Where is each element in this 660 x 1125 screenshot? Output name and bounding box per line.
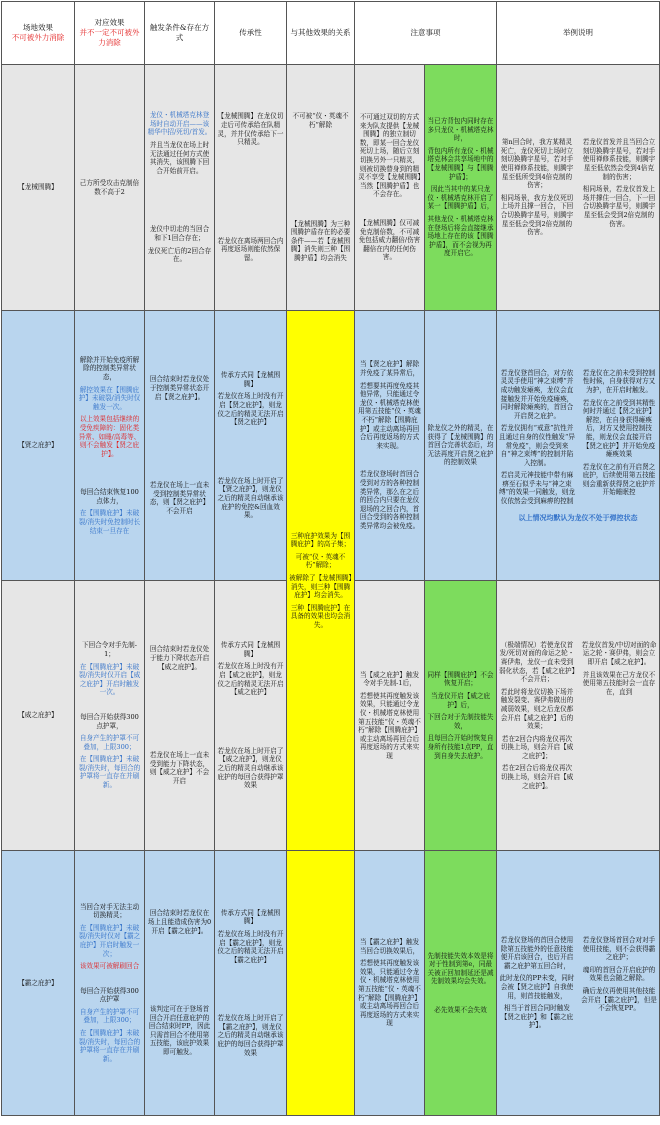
- shared-note-cell: [425, 311, 497, 581]
- header-subtext: 不可被外力消除: [11, 33, 65, 42]
- inherit-cell: [215, 581, 287, 851]
- effect-text: 在【围腾庇护】未破裂/消失时仅开启【威之庇护】开启时触发一次。: [78, 662, 141, 697]
- example-text: 若龙仪登场首回合对对手使用技能，则不会获得霸之庇护；: [582, 936, 656, 962]
- trigger-text: 若龙仪在场上一直未受到控制类异常状态，则【贤之庇护】不会开启: [149, 481, 210, 515]
- shared-note-cell: [425, 581, 497, 851]
- table-row: [2, 65, 660, 311]
- shared-note-text: 其他龙仪・机械塔克林在登场后将会直接继承场地上存在的该【围腾护盾】，而不会视为再度开启它。: [427, 214, 494, 258]
- table-row: [2, 311, 660, 581]
- effect-text: 自身产生的护罩不可叠加，上限300；: [79, 734, 140, 751]
- example-text: 若启灵元神技能中带有麻痹至石似乎未与“神之束缚”的效果一同触发，则龙仪依然会受到麻痹的控制: [499, 471, 575, 506]
- relation-text: 被解除了【龙械围腾】消失，则三种【围腾庇护】均会消失。: [289, 573, 352, 600]
- example-text: 若龙仪首发/中切对面的命运之轮・赛伊弗，则会立即开启【威之庇护】。: [581, 640, 657, 666]
- trigger-cell: [145, 851, 215, 1116]
- effect-text: 解控效果在【围腾庇护】未破裂/消失时仅触发一次。: [78, 385, 141, 411]
- example-text: 相同场景，我方龙仪死切上场并且撑一回合，下回合切换腾宇星号，则腾宇星至低会受到2倍克制的伤害。: [500, 193, 574, 237]
- header-field-effect: [2, 2, 75, 65]
- note-text: 若想要其再度免疫其他异常，只能通过令龙仪・机械塔克林使用第五技能“仪・英魂不朽”解除【围腾庇护】或主动离场再回合后再度返场的方式来实现。: [358, 381, 421, 450]
- header-text: 举例说明: [563, 28, 593, 37]
- example-text: 若龙仪拥有“戒意”抗性并且通过自身的仪性触发“异常免疫”，则会受到来自“神之束缚”的控制并陷入控制。: [499, 424, 575, 467]
- header-text: 场地效果: [23, 23, 53, 32]
- note-text: 若龙仪登场时首回合受到对方的各种控制类异常，那么在之后的回合内只要在龙仪退场的之回合内，首回合受到的各种控制类异常均会被免疫。: [359, 470, 420, 530]
- relation-cell: [287, 65, 355, 311]
- shared-note-text: 下回合对于先制技能失效，: [427, 713, 494, 730]
- shared-note-text: 当已方背包内同时存在多只龙仪・机械塔克林时，: [427, 117, 494, 143]
- example-text: 若龙仪登首回合，对方依灵灵手使用“神之束缚”并成功触发瘫痪，龙仪会直接触发并开始免疫瘫痪，同时解除瘫痪的，首回合开启贤之庇护。: [500, 368, 574, 420]
- field-name: [2, 851, 75, 1116]
- effect-text: 解除并开始免疫所解除的控制类异常状态，: [79, 355, 140, 381]
- example-text: 若龙仪在之前受到其精性何时并通过【贤之庇护】解控，在自身获得瘫痪后，对方又使用控制技能，则龙仪会直接开启【贤之庇护】并开始免疫瘫痪效果: [582, 398, 656, 459]
- header-text: 对应效果: [94, 18, 125, 27]
- inherit-text: 传承方式同【龙械围腾】: [220, 908, 281, 926]
- note-text: 不可通过双切的方式来为队友提供【龙械围腾】的独立制切数，即某一回合龙仪死切上场，随后立刻切换另外一只精灵，则被切换替身到的精灵不享受【龙械围腾】当然【围腾护盾】也不会存在。: [358, 113, 421, 199]
- note-text: 当【霸之庇护】触发当回合切换效果后，: [359, 938, 420, 955]
- effect-cell: [75, 851, 145, 1116]
- relation-text: 【龙械围腾】为三种围腾护盾存在的必要条件——若【龙械围腾】消失则三种【围腾护盾】均会消失: [290, 219, 351, 262]
- effect-text: 当回合对手无法主动切换精灵；: [79, 902, 140, 920]
- header-row: [2, 2, 660, 65]
- example-text: 若龙仪登场的首回合使用除第五技能外的任意技能便开启该回合，也后开启霸之庇护第五回合时，: [500, 936, 574, 970]
- example-text: 若此时将龙仪切换下场并触发裂变、赛伊弗做出的减弱效果，则之后龙仪都会开启【威之庇护】后的效果；: [500, 687, 574, 731]
- inherit-text: 【龙械围腾】在龙仪切走后可传承给在队精灵，并并仅传承给下一只精灵。: [217, 112, 284, 147]
- trigger-text: 龙仪・机械塔克林登场时自动开启——该精华中招/死切/首发。: [147, 111, 212, 137]
- example-cell: [497, 65, 660, 311]
- header-relation: [287, 2, 355, 65]
- note-text: 当【威之庇护】触发令对手先制-1后，: [359, 670, 420, 688]
- inherit-text: 若龙仪在场上时开启了【威之庇护】，则龙仪之后的精灵自动继承该庇护的每回合获得护罩效果: [217, 746, 284, 790]
- example-text: 确后龙仪再使用其他技能会开启【霸之庇护】，但是不会恢复PP。: [581, 987, 657, 1013]
- field-name: [2, 581, 75, 851]
- example-text: 魂印的首回合开启庇护的效果也会随之解除。: [582, 965, 656, 983]
- effect-text: 在【围腾庇护】未破裂/消失时仅对【霸之庇护】开启时触发一次；: [78, 923, 141, 958]
- header-corresponding-effect: [75, 2, 145, 65]
- example-text: 第n回合时，我方某精灵死亡，龙仪死切上场时立刻切换腾宇星号，若对手使用禅修系技能，则腾宇星至低所受到4倍克制的伤害；: [500, 138, 574, 190]
- shared-note-cell: [425, 851, 497, 1116]
- relation-text: 不可被“仪・英魂不朽”解除: [292, 112, 349, 130]
- effect-text: 每回合结束恢复100点体力，: [80, 488, 139, 505]
- trigger-text: 若龙仪在场上一直未受到能力下降状态，则【威之庇护】不会开启: [149, 751, 210, 785]
- example-text: 并且该效果在己方龙仪不使用第五技能时会一直存在，直到: [582, 670, 656, 696]
- header-text: 传承性: [239, 28, 262, 37]
- note-cell: [355, 581, 425, 851]
- relation-cell: [287, 311, 355, 851]
- effect-text: 每回合开始获得300点护罩，: [80, 712, 139, 730]
- field-label: 【威之庇护】: [18, 711, 58, 720]
- shared-note-text: 同样【围腾庇护】不会恢复开启；: [427, 670, 494, 688]
- example-footnote: 以上情况均默认为龙仪不处于弹控状态: [518, 512, 638, 522]
- example-text: 若龙仪在之前未受到控制性时候，自身获得对方又为护，在开启时触发。: [582, 368, 656, 394]
- inherit-text: 若龙仪在场上时没有开启【霸之庇护】，则龙仪之后的精灵无法开启【霸之庇护】: [217, 929, 284, 964]
- note-text: 若想使其再度触发该效果，只能通过令龙仪・机械塔克林使用第五技能“仪・英魂不朽”解除【围腾庇护】或主动离场再回合后再度返场的方式来实现: [358, 691, 421, 760]
- trigger-cell: [145, 581, 215, 851]
- trigger-text: 回合结束时若龙仪处于能力下降状态开启【威之庇护】。: [149, 645, 210, 671]
- trigger-text: 并且当龙仪在场上时无法通过任何方式使其消失，该围腾下回合开始前开启。: [149, 141, 210, 175]
- field-label: 【霸之庇护】: [18, 978, 58, 987]
- inherit-cell: [215, 65, 287, 311]
- trigger-text: 龙仪死亡后的2回合存在。: [147, 246, 212, 264]
- effect-text: 在【围腾庇护】未破裂/消失时免控制时长结束一旦存在: [78, 509, 141, 535]
- effect-text: 以上效果包括继续的受免疾障的：固化类异常、如睡/高毒等、则不会触发【贤之庇护】。: [78, 415, 141, 458]
- note-cell: [355, 311, 425, 581]
- effect-text: 在【围腾庇护】未破裂/消失时，每回合的护罩将一直存在并刷新。: [78, 755, 141, 790]
- header-text: 注意事项: [410, 28, 441, 37]
- note-text: 若想使其再度触发该效果，只能通过令龙仪・机械塔克林使用第五技能“仪・英魂不朽”解除【围腾庇护】或主动离场再回合后再度返场的方式来实现: [358, 959, 421, 1028]
- example-text: 若在2回合后将龙仪再次切换上场，则会开启【威之庇护】。: [500, 764, 574, 790]
- trigger-text: 该判定可在于登场首回合开启任意庇护的回合结束时PP，因此只需首回合不使用第五技能，该庇护效果即可触发。: [148, 1005, 211, 1057]
- note-text: 当【贤之庇护】解除并免疫了某异常后，: [359, 360, 420, 378]
- example-text: （极端情况）若使龙仪首发/死切对面的命运之轮・赛伊弗，龙仪一直未受到弱化状态，若【威之庇护】不会开启；: [499, 640, 575, 684]
- effect-text: 己方所受攻击克制倍数不高于2: [79, 178, 140, 196]
- shared-note-text: 且每回合开始时恢复自身所有技能1点PP，直到自身失去庇护。: [427, 734, 494, 760]
- effect-text: 在【围腾庇护】未破裂/消失时，每回合的护罩将一直存在并刷新。: [78, 1029, 141, 1063]
- trigger-text: 回合结束时若龙仪处于控制类异常状态开启【贤之庇护】。: [149, 375, 210, 401]
- field-label: 【贤之庇护】: [18, 441, 58, 450]
- trigger-text: 回合结束时若龙仪在场上且能造成伤害为0开启【霸之庇护】。: [147, 909, 212, 935]
- example-cell: [497, 851, 660, 1116]
- inherit-text: 传承方式同【龙械围腾】: [220, 641, 281, 658]
- inherit-text: 若龙仪在场上时没有开启【威之庇护】，则龙仪之后的精灵无法开启【威之庇护】: [217, 662, 284, 697]
- field-name: [2, 311, 75, 581]
- inherit-text: 传承方式同【龙械围腾】: [220, 371, 281, 388]
- trigger-text: 龙仪中切走的当回合和下1回合存在；: [149, 225, 210, 242]
- shared-note-text: 当龙仪开启【威之庇护】后，: [430, 692, 491, 709]
- trigger-cell: [145, 65, 215, 311]
- shared-note-text: 必先效果不会失效: [434, 1005, 487, 1014]
- shared-note-text: 除龙仪之外的精灵，在获得了【龙械围腾】的首回合完善状态后，均无法再度开启贤之庇护的控制效果: [427, 424, 494, 467]
- header-inherit: [215, 2, 287, 65]
- example-text: 若在2回合内将龙仪再次切换上场，则会开启【威之庇护】；: [500, 734, 574, 760]
- header-examples: [497, 2, 660, 65]
- relation-text: 可被“仪・英魂不朽”解除；: [295, 552, 346, 570]
- example-text: 相当于首回合同时触发【贤之庇护】和【霸之庇护】。: [500, 1004, 574, 1030]
- relation-text: 三种【围腾庇护】在具备的效果也均会消失。: [290, 603, 351, 629]
- effect-cell: [75, 65, 145, 311]
- note-cell: [355, 65, 425, 311]
- header-subtext: 并不一定不可被外力消除: [79, 28, 140, 47]
- note-cell: [355, 851, 425, 1116]
- inherit-text: 若龙仪在场上时没有开启【贤之庇护】，则龙仪之后的精灵无法开启【贤之庇护】: [217, 392, 284, 427]
- header-trigger: [145, 2, 215, 65]
- header-text: 触发条件&存在方式: [149, 23, 210, 42]
- example-text: 此时龙仪的PP未变，同时会被【贤之庇护】自我使用，则首技能触发，: [499, 974, 575, 1000]
- trigger-cell: [145, 311, 215, 581]
- example-text: 相同场景，若龙仪首发上场并撑住一回合，下一回合切换腾宇星号，则腾宇星至低会受到2倍克制的伤害。: [582, 185, 656, 228]
- inherit-cell: [215, 851, 287, 1116]
- note-text: 【龙械围腾】仅可减免克制倍数，不可减免包括威力翻倍/伤害翻倍在内的任何伤害。: [358, 218, 421, 262]
- effect-text: 下回合令对手先制-1；: [82, 641, 137, 658]
- header-text: 与其他效果的关系: [290, 28, 351, 37]
- inherit-cell: [215, 311, 287, 581]
- effect-cell: [75, 581, 145, 851]
- inherit-text: 若龙仪在场上时开启了【霸之庇护】，则龙仪之后的精灵自动继承该庇护的每回合获得护罩效果: [217, 1014, 284, 1057]
- example-text: 若龙仪在之前有开启贤之庇护，后续使用第五技能则会重新获得贤之庇护并开始睡眠控: [582, 462, 656, 497]
- example-cell: [497, 311, 660, 581]
- relation-cell: [287, 851, 355, 1116]
- effect-text: 每回合开始获得300点护罩: [80, 986, 139, 1004]
- effect-cell: [75, 311, 145, 581]
- field-name: [2, 65, 75, 311]
- shared-note-text: 因此当其中的某只龙仪・机械塔克林开启了某一【围腾护盾】后，: [427, 185, 494, 211]
- shared-note-text: 背包内所有龙仪・机械塔克林会共享场地中的【龙械围腾】与【围腾护盾】；: [427, 146, 494, 181]
- effect-text: 自身产生的护罩不可叠加，上限300；: [79, 1007, 140, 1025]
- shared-note-text: 先制技能失效本效是将对于性制到第e，同最关被正回加制延还是减先制效果均会失效。: [427, 951, 494, 986]
- effect-text: 该效果可被解刷回合: [79, 962, 140, 971]
- table-row: [2, 851, 660, 1116]
- inherit-text: 若龙仪在离场两回合内再度返场则能依然保留。: [217, 236, 284, 262]
- shared-note-cell: [425, 65, 497, 311]
- rules-table: [1, 1, 660, 1116]
- header-notes: [355, 2, 497, 65]
- field-label: 【龙械围腾】: [18, 183, 58, 192]
- inherit-text: 若龙仪在场上时开启了【贤之庇护】，则龙仪之后的精灵自动继承该庇护的免控&回血效果。: [217, 476, 284, 520]
- example-text: 若龙仪首发并且当回合立刻切换腾宇星号，若对手使用禅修系技能，则腾宇星至低依然会受到4倍克制的伤害；: [582, 138, 656, 181]
- relation-text: 三种庇护效果为【围腾庇护】的高子集；: [290, 531, 351, 549]
- example-cell: [497, 581, 660, 851]
